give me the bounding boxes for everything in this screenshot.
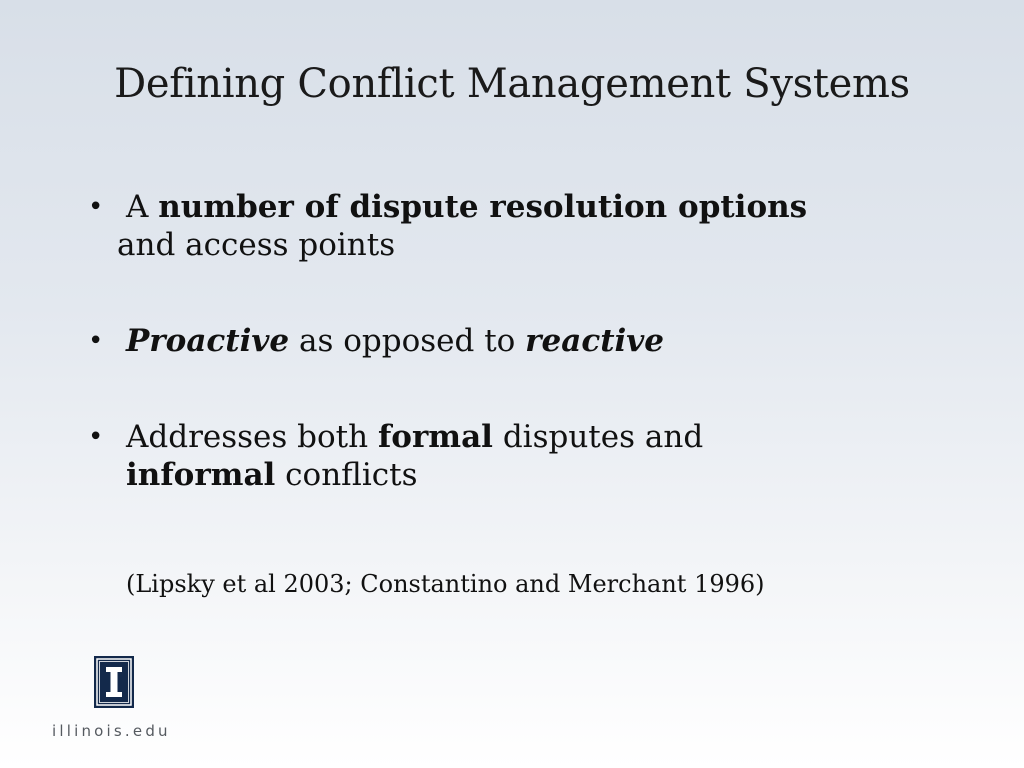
text-run-bold-italic: Proactive (126, 323, 290, 359)
text-run: A (126, 189, 159, 225)
slide-title: Defining Conflict Management Systems (114, 61, 910, 107)
text-run-bold: formal (377, 419, 493, 455)
bullet-item-1 (84, 188, 984, 264)
illinois-block-i-icon (94, 656, 134, 708)
bullet-item-2 (84, 322, 984, 360)
bullet-dot-icon: • (88, 422, 104, 452)
citation: (Lipsky et al 2003; Constantino and Merchant 1996) (126, 570, 765, 598)
text-run-bold: number of dispute resolution options (158, 189, 808, 225)
text-run: as opposed to (289, 323, 526, 359)
university-logo (50, 654, 180, 744)
text-run: conflicts (275, 457, 418, 493)
bullet-list (84, 188, 984, 494)
bullet-item-3 (84, 418, 984, 494)
bullet-dot-icon: • (88, 192, 104, 222)
text-run: disputes and (492, 419, 704, 455)
text-run-bold: informal (126, 457, 276, 493)
text-run: and access points (117, 227, 396, 263)
text-run: Addresses both (126, 419, 378, 455)
text-run-bold-italic: reactive (525, 323, 665, 359)
bullet-dot-icon: • (88, 326, 104, 356)
logo-text: illinois.edu (52, 722, 171, 740)
